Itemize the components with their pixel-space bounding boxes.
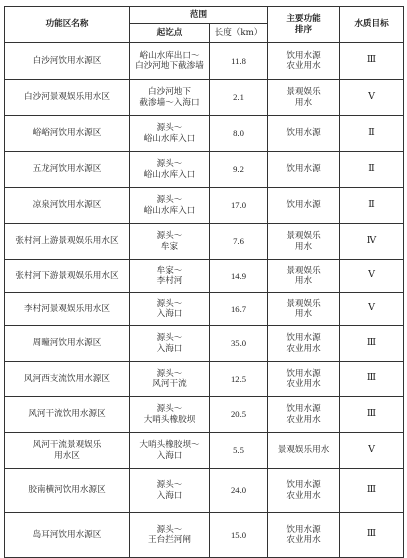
range-cell: 白沙河地下 截渗墙～入海口 — [130, 80, 210, 116]
quality-cell: Ⅲ — [340, 513, 404, 558]
table-row — [5, 513, 404, 558]
table-row — [5, 224, 404, 260]
length-cell: 15.0 — [210, 513, 268, 558]
length-cell: 2.1 — [210, 80, 268, 116]
zone-name-cell: 岛耳河饮用水源区 — [5, 513, 130, 558]
range-cell: 峪山水库出口～ 白沙河地下截渗墙 — [130, 43, 210, 80]
table-row — [5, 362, 404, 397]
table-row — [5, 188, 404, 224]
length-cell: 24.0 — [210, 469, 268, 513]
function-cell: 景观娱乐用水 — [268, 433, 340, 469]
length-cell: 11.8 — [210, 43, 268, 80]
zone-name-cell: 张村河下游景观娱乐用水区 — [5, 260, 130, 293]
header-length: 长度（km） — [210, 24, 268, 43]
zone-name-cell: 周疃河饮用水源区 — [5, 326, 130, 362]
range-cell: 源头～ 入海口 — [130, 326, 210, 362]
header-range: 范围 — [130, 7, 268, 24]
range-cell: 源头～ 峪山水库入口 — [130, 188, 210, 224]
table-row — [5, 397, 404, 433]
quality-cell: Ⅲ — [340, 362, 404, 397]
table-body — [5, 43, 404, 558]
table-row — [5, 326, 404, 362]
function-cell: 饮用水源 — [268, 188, 340, 224]
length-cell: 14.9 — [210, 260, 268, 293]
zone-name-cell: 风河干流景观娱乐 用水区 — [5, 433, 130, 469]
quality-cell: Ⅲ — [340, 326, 404, 362]
quality-cell: Ⅱ — [340, 152, 404, 188]
range-cell: 源头～ 王台拦河闸 — [130, 513, 210, 558]
zone-name-cell: 白沙河饮用水源区 — [5, 43, 130, 80]
zone-name-cell: 张村河上游景观娱乐用水区 — [5, 224, 130, 260]
table-row — [5, 260, 404, 293]
quality-cell: Ⅱ — [340, 188, 404, 224]
function-cell: 饮用水源 农业用水 — [268, 326, 340, 362]
function-cell: 饮用水源 — [268, 116, 340, 152]
length-cell: 35.0 — [210, 326, 268, 362]
function-cell: 饮用水源 农业用水 — [268, 43, 340, 80]
function-cell: 景观娱乐 用水 — [268, 260, 340, 293]
length-cell: 17.0 — [210, 188, 268, 224]
zone-name-cell: 白沙河景观娱乐用水区 — [5, 80, 130, 116]
zone-name-cell: 凉泉河饮用水源区 — [5, 188, 130, 224]
range-cell: 源头～ 入海口 — [130, 293, 210, 326]
length-cell: 20.5 — [210, 397, 268, 433]
table-row — [5, 469, 404, 513]
header-quality: 水质目标 — [340, 7, 404, 43]
range-cell: 源头～ 峪山水库入口 — [130, 152, 210, 188]
table-row — [5, 43, 404, 80]
quality-cell: Ⅲ — [340, 469, 404, 513]
zone-name-cell: 李村河景观娱乐用水区 — [5, 293, 130, 326]
range-cell: 源头～ 大哨头橡胶坝 — [130, 397, 210, 433]
quality-cell: Ⅱ — [340, 116, 404, 152]
table-row — [5, 152, 404, 188]
function-cell: 饮用水源 农业用水 — [268, 362, 340, 397]
header-function: 主要功能 排序 — [268, 7, 340, 43]
zone-name-cell: 峪峪河饮用水源区 — [5, 116, 130, 152]
quality-cell: Ⅲ — [340, 397, 404, 433]
length-cell: 7.6 — [210, 224, 268, 260]
header-start-end: 起讫点 — [130, 24, 210, 43]
function-cell: 景观娱乐 用水 — [268, 224, 340, 260]
quality-cell: Ⅳ — [340, 224, 404, 260]
function-cell: 景观娱乐 用水 — [268, 293, 340, 326]
range-cell: 大哨头橡胶坝～ 入海口 — [130, 433, 210, 469]
function-cell: 饮用水源 — [268, 152, 340, 188]
zone-name-cell: 五龙河饮用水源区 — [5, 152, 130, 188]
header-name: 功能区名称 — [5, 7, 130, 43]
function-cell: 饮用水源 农业用水 — [268, 513, 340, 558]
quality-cell: Ⅴ — [340, 260, 404, 293]
function-cell: 饮用水源 农业用水 — [268, 397, 340, 433]
length-cell: 16.7 — [210, 293, 268, 326]
quality-cell: Ⅲ — [340, 43, 404, 80]
table-row — [5, 293, 404, 326]
zone-name-cell: 风河干流饮用水源区 — [5, 397, 130, 433]
length-cell: 12.5 — [210, 362, 268, 397]
quality-cell: Ⅴ — [340, 293, 404, 326]
length-cell: 8.0 — [210, 116, 268, 152]
range-cell: 源头～ 风河干流 — [130, 362, 210, 397]
table-row — [5, 433, 404, 469]
range-cell: 源头～ 入海口 — [130, 469, 210, 513]
function-cell: 景观娱乐 用水 — [268, 80, 340, 116]
quality-cell: Ⅴ — [340, 433, 404, 469]
table-row — [5, 116, 404, 152]
length-cell: 9.2 — [210, 152, 268, 188]
quality-cell: Ⅴ — [340, 80, 404, 116]
table-row — [5, 80, 404, 116]
zone-name-cell: 胶南横河饮用水源区 — [5, 469, 130, 513]
range-cell: 源头～ 牟家 — [130, 224, 210, 260]
length-cell: 5.5 — [210, 433, 268, 469]
function-cell: 饮用水源 农业用水 — [268, 469, 340, 513]
range-cell: 源头～ 峪山水库入口 — [130, 116, 210, 152]
range-cell: 牟家～ 李村河 — [130, 260, 210, 293]
water-function-zone-table — [4, 6, 404, 558]
zone-name-cell: 风河西支流饮用水源区 — [5, 362, 130, 397]
